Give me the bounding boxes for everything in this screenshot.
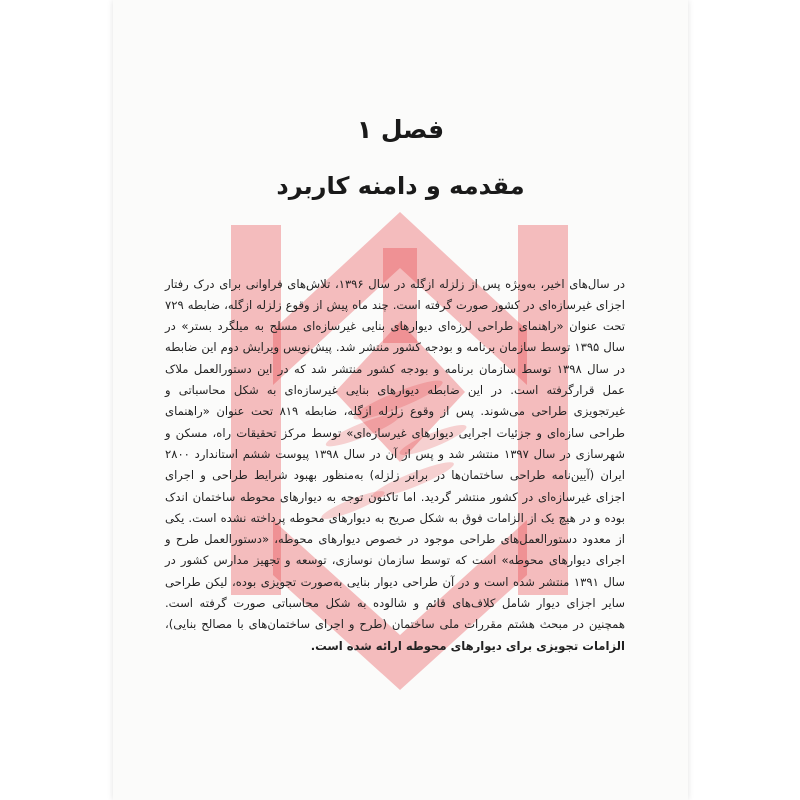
chapter-title: مقدمه و دامنه کاربرد	[276, 172, 525, 200]
book-page	[113, 0, 688, 800]
paragraph-text: در سال‌های اخیر، به‌ویژه پس از زلزله ازگله در سال ۱۳۹۶، تلاش‌های فراوانی برای درک رفتار اجزای غیرسازه‌ای در کشور صورت گرفته است. چند ماه پیش از وقوع زلزله ازگله، ضابطه ۷۲۹ تحت عنوان «راهنمای طراحی لرزه‌ای دیوارهای بنایی غیرسازه‌ای مسلح به میلگرد بستر» در سال ۱۳۹۵ توسط سازمان برنامه و بودجه کشور منتشر شد. پیش‌نویس ویرایش دوم این ضابطه در سال ۱۳۹۸ توسط سازمان برنامه و بودجه کشور منتشر شد که در این دستورالعمل ملاک عمل قرارگرفته است. در این ضابطه دیوارهای بنایی غیرسازه‌ای به شکل محاسباتی و غیرتجویزی طراحی می‌شوند. پس از وقوع زلزله ازگله، ضابطه ۸۱۹ تحت عنوان «راهنمای طراحی سازه‌ای و جزئیات اجرایی دیوارهای غیرسازه‌ای» توسط مرکز تحقیقات راه، مسکن و شهرسازی در سال ۱۳۹۷ منتشر شد و پس از آن در سال ۱۳۹۸ پیوست ششم استاندارد ۲۸۰۰ ایران (آیین‌نامه طراحی ساختمان‌ها در برابر زلزله) به‌منظور بهبود شرایط طراحی و اجرای اجزای غیرسازه‌ای در کشور منتشر گردید. اما تاکنون توجه به دیوارهای محوطه ساختمان اندک بوده و در هیچ یک از الزامات فوق به شکل صریح به دیوارهای محوطه پرداخته نشده است. یکی از معدود دستورالعمل‌های طراحی موجود در خصوص دیوارهای محوطه، «دستورالعمل طرح و اجرای دیوارهای محوطه» است که توسط سازمان نوسازی، توسعه و تجهیز مدارس کشور در سال ۱۳۹۱ منتشر شده است و در آن طراحی دیوار بنایی به‌صورت تجویزی بوده، لیکن طراحی سایر اجزای دیوار شامل کلاف‌های قائم و شالوده به شکل محاسباتی صورت گرفته است. همچنین در مبحث هشتم مقررات ملی ساختمان (طرح و اجرای ساختمان‌های با مصالح بنایی)،	[165, 276, 626, 632]
intro-paragraph	[165, 274, 625, 657]
chapter-number: فصل ۱	[356, 115, 445, 144]
paragraph-bold-ending: الزامات تجویزی برای دیوارهای محوطه ارائه شده است.	[310, 638, 625, 653]
